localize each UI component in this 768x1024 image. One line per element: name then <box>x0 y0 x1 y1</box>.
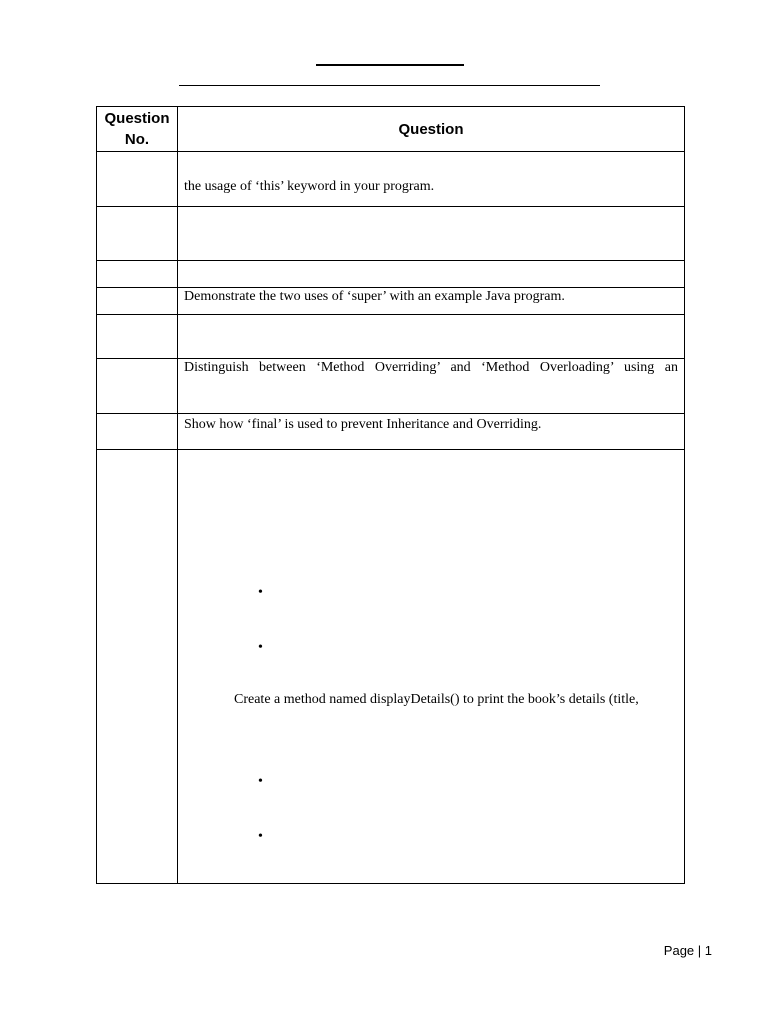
question-text: Demonstrate the two uses of ‘super’ with an example Java program. <box>184 289 565 304</box>
question-text: Create a method named displayDetails() to print the book’s details (title, <box>234 692 639 707</box>
question-cell <box>178 450 685 884</box>
question-text: Distinguish between ‘Method Overriding’ and ‘Method Overloading’ using an <box>184 360 678 375</box>
question-text: Show how ‘final’ is used to prevent Inheritance and Overriding. <box>184 417 542 432</box>
table-header-row <box>97 107 685 152</box>
question-cell <box>178 359 685 414</box>
title-underline <box>316 64 464 66</box>
question-cell <box>178 207 685 261</box>
question-body <box>184 450 678 882</box>
header-question-no: Question No. <box>97 107 178 152</box>
question-cell <box>178 152 685 207</box>
question-number-cell <box>97 315 178 359</box>
question-number-cell <box>97 450 178 884</box>
bullet-point: • <box>258 829 263 844</box>
question-number-cell <box>97 288 178 315</box>
question-cell <box>178 414 685 450</box>
question-number-cell <box>97 414 178 450</box>
question-text: the usage of ‘this’ keyword in your program. <box>184 179 435 194</box>
table-row <box>97 414 685 450</box>
page-number: Page | 1 <box>663 943 712 958</box>
table-row <box>97 207 685 261</box>
table-row <box>97 152 685 207</box>
question-cell <box>178 261 685 288</box>
subtitle-underline <box>179 85 600 86</box>
bullet-point: • <box>258 640 263 655</box>
table-row <box>97 450 685 884</box>
table-row <box>97 288 685 315</box>
question-number-cell <box>97 359 178 414</box>
question-table <box>96 106 685 884</box>
question-number-cell <box>97 152 178 207</box>
bullet-point: • <box>258 585 263 600</box>
question-number-cell <box>97 207 178 261</box>
bullet-point: • <box>258 774 263 789</box>
table-row <box>97 315 685 359</box>
question-cell <box>178 315 685 359</box>
question-number-cell <box>97 261 178 288</box>
table-row <box>97 359 685 414</box>
header-question: Question <box>178 107 685 152</box>
table-row <box>97 261 685 288</box>
question-cell <box>178 288 685 315</box>
